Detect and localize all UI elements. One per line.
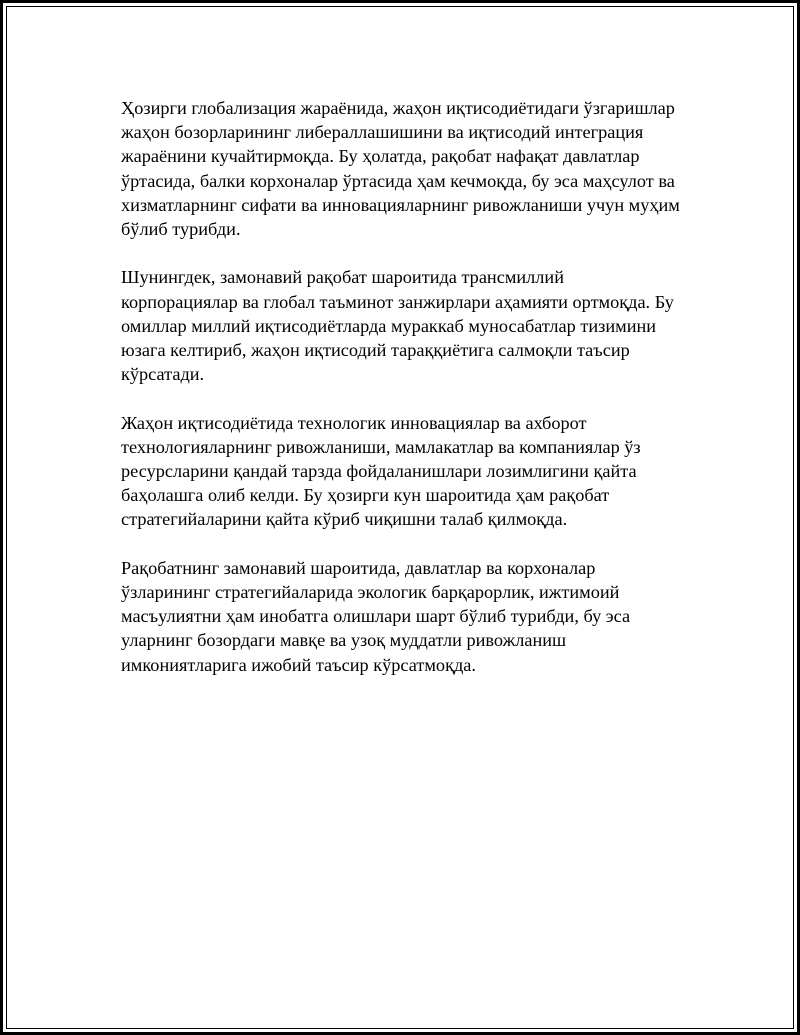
text-line: Ҳозирги глобализация жараёнида, жаҳон иқтисодиётидаги ўзгаришлар — [121, 98, 675, 118]
paragraph-1 — [121, 96, 711, 241]
paragraph-2 — [121, 265, 711, 386]
paragraph-4 — [121, 556, 711, 677]
text-line: ресурсларини қандай тарзда фойдаланишлари лозимлигини қайта — [121, 461, 637, 482]
text-line: стратегийаларини қайта кўриб чиқишни талаб қилмоқда. — [121, 509, 568, 530]
text-line: бўлиб турибди. — [121, 219, 241, 240]
text-line: омиллар миллий иқтисодиётларда мураккаб муносабатлар тизимини — [121, 315, 657, 336]
text-line: ўртасида, балки корхоналар ўртасида ҳам кечмоқда, бу эса маҳсулот ва — [121, 170, 675, 191]
text-line: хизматларнинг сифати ва инновацияларнинг ривожланиши учун муҳим — [121, 194, 680, 215]
text-line: корпорациялар ва глобал таъминот занжирлари аҳамияти ортмоқда. Бу — [121, 291, 674, 312]
text-line: Жаҳон иқтисодиётида технологик инновациялар ва ахборот — [121, 412, 587, 433]
text-line: масъулиятни ҳам инобатга олишлари шарт бўлиб турибди, бу эса — [121, 606, 631, 627]
text-line: жаҳон бозорларининг либераллашишини ва иқтисодий интеграция — [121, 122, 644, 143]
text-line: Шунингдек, замонавий рақобат шароитида трансмиллий — [121, 267, 564, 288]
paragraph-3 — [121, 411, 711, 532]
text-line: уларнинг бозордаги мавқе ва узоқ муддатли ривожланиш — [121, 630, 567, 651]
text-line: кўрсатади. — [121, 364, 205, 385]
text-line: имкониятларига ижобий таъсир кўрсатмоқда. — [121, 654, 476, 675]
text-line: жараёнини кучайтирмоқда. Бу ҳолатда, рақобат нафақат давлатлар — [121, 146, 640, 167]
document-body — [121, 96, 711, 701]
text-line: Рақобатнинг замонавий шароитида, давлатлар ва корхоналар — [121, 557, 596, 578]
text-line: технологияларнинг ривожланиши, мамлакатлар ва компаниялар ўз — [121, 436, 641, 457]
text-line: баҳолашга олиб келди. Бу ҳозирги кун шароитида ҳам рақобат — [121, 485, 610, 506]
text-line: юзага келтириб, жаҳон иқтисодий тараққиётига салмоқли таъсир — [121, 340, 630, 361]
text-line: ўзларининг стратегийаларида экологик барқарорлик, ижтимоий — [121, 582, 620, 603]
